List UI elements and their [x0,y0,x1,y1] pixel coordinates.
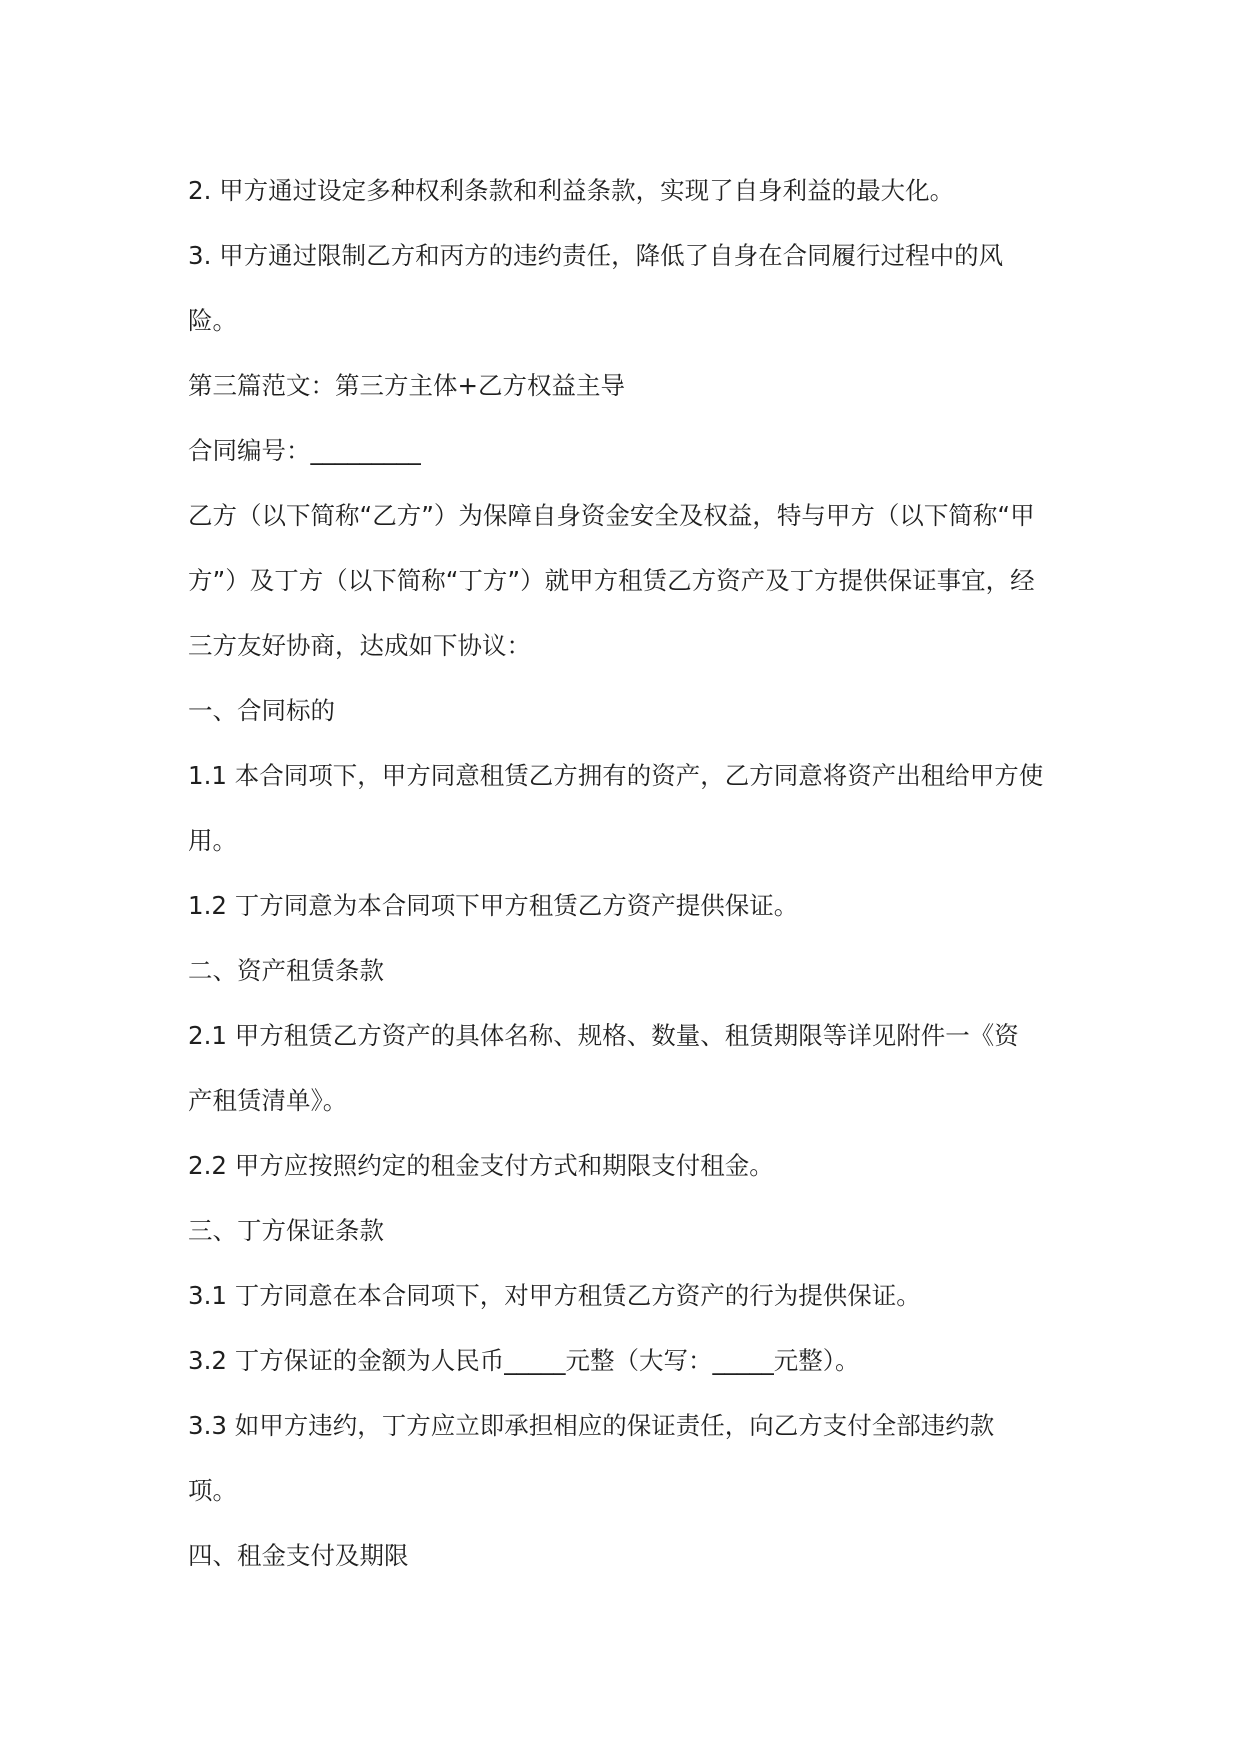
clause-2-1: 2.1 甲方租赁乙方资产的具体名称、规格、数量、租赁期限等详见附件一《资 [188,1021,1019,1050]
clause-3-1: 3.1 丁方同意在本合同项下，对甲方租赁乙方资产的行为提供保证。 [188,1281,921,1310]
section-title-third-template: 第三篇范文：第三方主体+乙方权益主导 [188,371,626,400]
text-line-clause-3: 3. 甲方通过限制乙方和丙方的违约责任，降低了自身在合同履行过程中的风 [188,241,1004,270]
clause-1-2: 1.2 丁方同意为本合同项下甲方租赁乙方资产提供保证。 [188,891,799,920]
clause-1-1: 1.1 本合同项下，甲方同意租赁乙方拥有的资产，乙方同意将资产出租给甲方使 [188,761,1044,790]
clause-3-2: 3.2 丁方保证的金额为人民币_____元整（大写：_____元整）。 [188,1346,860,1375]
clause-3-3-cont: 项。 [188,1476,237,1505]
preamble-line-2: 方”）及丁方（以下简称“丁方”）就甲方租赁乙方资产及丁方提供保证事宜，经 [188,566,1035,595]
contract-number-line: 合同编号：_________ [188,436,421,465]
heading-guarantee-terms: 三、丁方保证条款 [188,1216,384,1245]
text-line-clause-3-cont: 险。 [188,306,237,335]
heading-contract-subject: 一、合同标的 [188,696,335,725]
preamble-line-1: 乙方（以下简称“乙方”）为保障自身资金安全及权益，特与甲方（以下简称“甲 [188,501,1035,530]
heading-rent-payment: 四、租金支付及期限 [188,1541,409,1570]
clause-2-2: 2.2 甲方应按照约定的租金支付方式和期限支付租金。 [188,1151,774,1180]
document-body [188,158,1068,1588]
heading-asset-lease-terms: 二、资产租赁条款 [188,956,384,985]
clause-2-1-cont: 产租赁清单》。 [188,1086,348,1115]
preamble-line-3: 三方友好协商，达成如下协议： [188,631,531,660]
clause-3-3: 3.3 如甲方违约，丁方应立即承担相应的保证责任，向乙方支付全部违约款 [188,1411,995,1440]
clause-1-1-cont: 用。 [188,826,237,855]
text-line-clause-2: 2. 甲方通过设定多种权利条款和利益条款，实现了自身利益的最大化。 [188,176,955,205]
